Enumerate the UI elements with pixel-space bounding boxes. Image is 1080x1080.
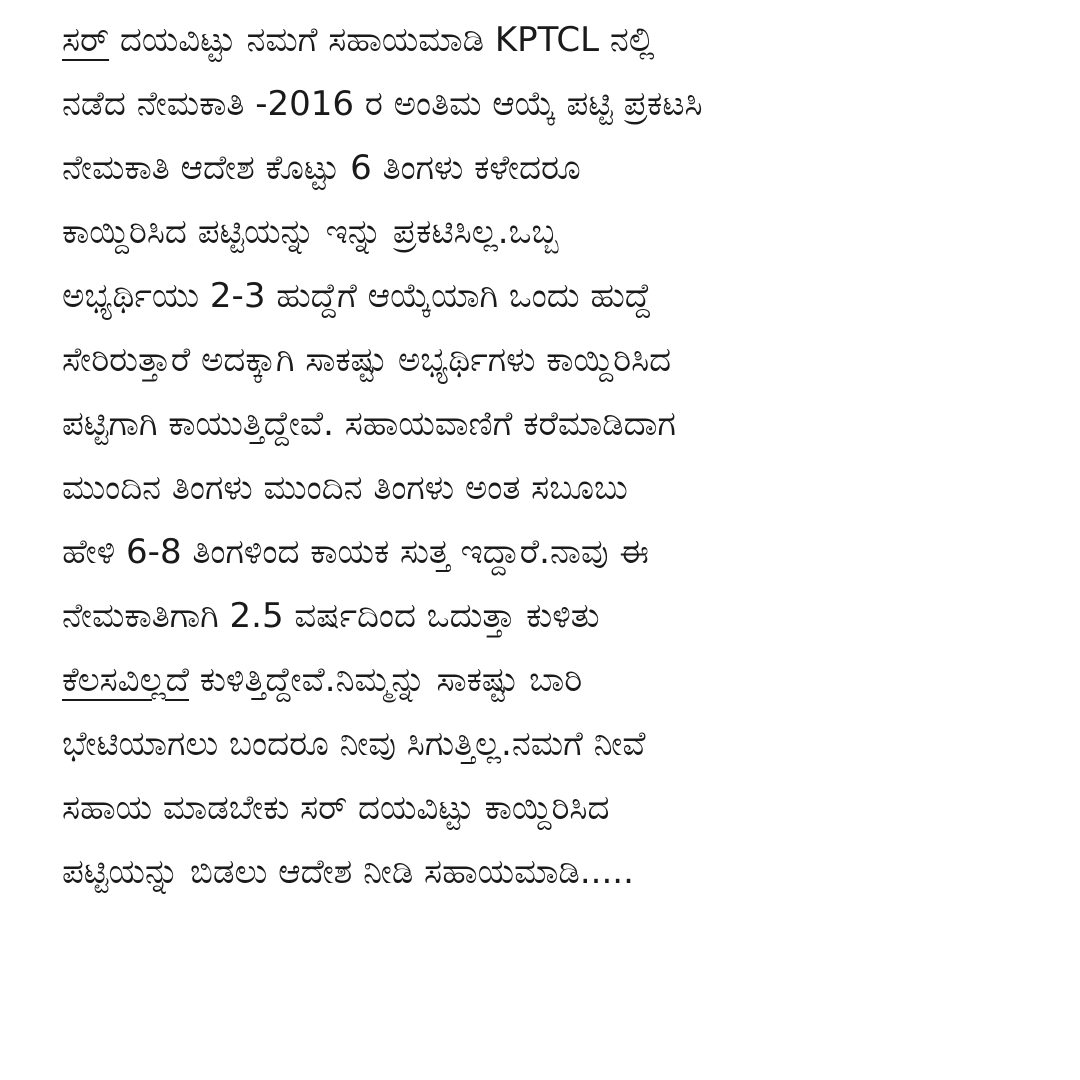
line-text: ದಯವಿಟ್ಟು ನಮಗೆ ಸಹಾಯಮಾಡಿ KPTCL ನಲ್ಲಿ [109, 20, 655, 60]
text-line: ನಡೆದ ನೇಮಕಾತಿ -2016 ರ ಅಂತಿಮ ಆಯ್ಕೆ ಪಟ್ಟಿ ಪ್ರಕಟಸಿ [62, 84, 703, 124]
text-line: ನೇಮಕಾತಿ ಆದೇಶ ಕೊಟ್ಟು 6 ತಿಂಗಳು ಕಳೇದರೂ [62, 148, 581, 188]
text-line: ಮುಂದಿನ ತಿಂಗಳು ಮುಂದಿನ ತಿಂಗಳು ಅಂತ ಸಬೂಬು [62, 468, 628, 508]
underlined-word: ಕೆಲಸವಿಲ್ಲದೆ [62, 660, 189, 700]
text-line: ಸಹಾಯ ಮಾಡಬೇಕು ಸರ್ ದಯವಿಟ್ಟು ಕಾಯ್ದಿರಿಸಿದ [62, 788, 610, 828]
text-line: ಕಾಯ್ದಿರಿಸಿದ ಪಟ್ಟಿಯನ್ನು ಇನ್ನು ಪ್ರಕಟಿಸಿಲ್ಲ.ಒಬ್ಬ [62, 212, 559, 252]
document-text [62, 8, 1062, 904]
text-line [62, 648, 1062, 712]
text-line: ಅಭ್ಯರ್ಥಿಯು 2-3 ಹುದ್ದೆಗೆ ಆಯ್ಕೆಯಾಗಿ ಒಂದು ಹುದ್ದೆ [62, 276, 652, 316]
text-line: ಪಟ್ಟಿಯನ್ನು ಬಿಡಲು ಆದೇಶ ನೀಡಿ ಸಹಾಯಮಾಡಿ..... [62, 852, 634, 892]
text-line: ನೇಮಕಾತಿಗಾಗಿ 2.5 ವರ್ಷದಿಂದ ಒದುತ್ತಾ ಕುಳಿತು [62, 596, 600, 636]
text-line [62, 8, 1062, 72]
text-line: ಹೇಳಿ 6-8 ತಿಂಗಳಿಂದ ಕಾಯಕ ಸುತ್ತ ಇದ್ದಾರೆ.ನಾವು ಈ [62, 532, 649, 572]
text-line: ಭೇಟಿಯಾಗಲು ಬಂದರೂ ನೀವು ಸಿಗುತ್ತಿಲ್ಲ.ನಮಗೆ ನೀವೆ [62, 724, 646, 764]
text-line: ಪಟ್ಟಿಗಾಗಿ ಕಾಯುತ್ತಿದ್ದೇವೆ. ಸಹಾಯವಾಣಿಗೆ ಕರೆಮಾಡಿದಾಗ [62, 404, 676, 444]
text-line: ಸೇರಿರುತ್ತಾರೆ ಅದಕ್ಕಾಗಿ ಸಾಕಷ್ಟು ಅಭ್ಯರ್ಥಿಗಳು ಕಾಯ್ದಿರಿಸಿದ [62, 340, 672, 380]
underlined-word: ಸರ್ [62, 20, 110, 60]
line-text: ಕುಳಿತ್ತಿದ್ದೇವೆ.ನಿಮ್ಮನ್ನು ಸಾಕಷ್ಟು ಬಾರಿ [189, 660, 583, 700]
